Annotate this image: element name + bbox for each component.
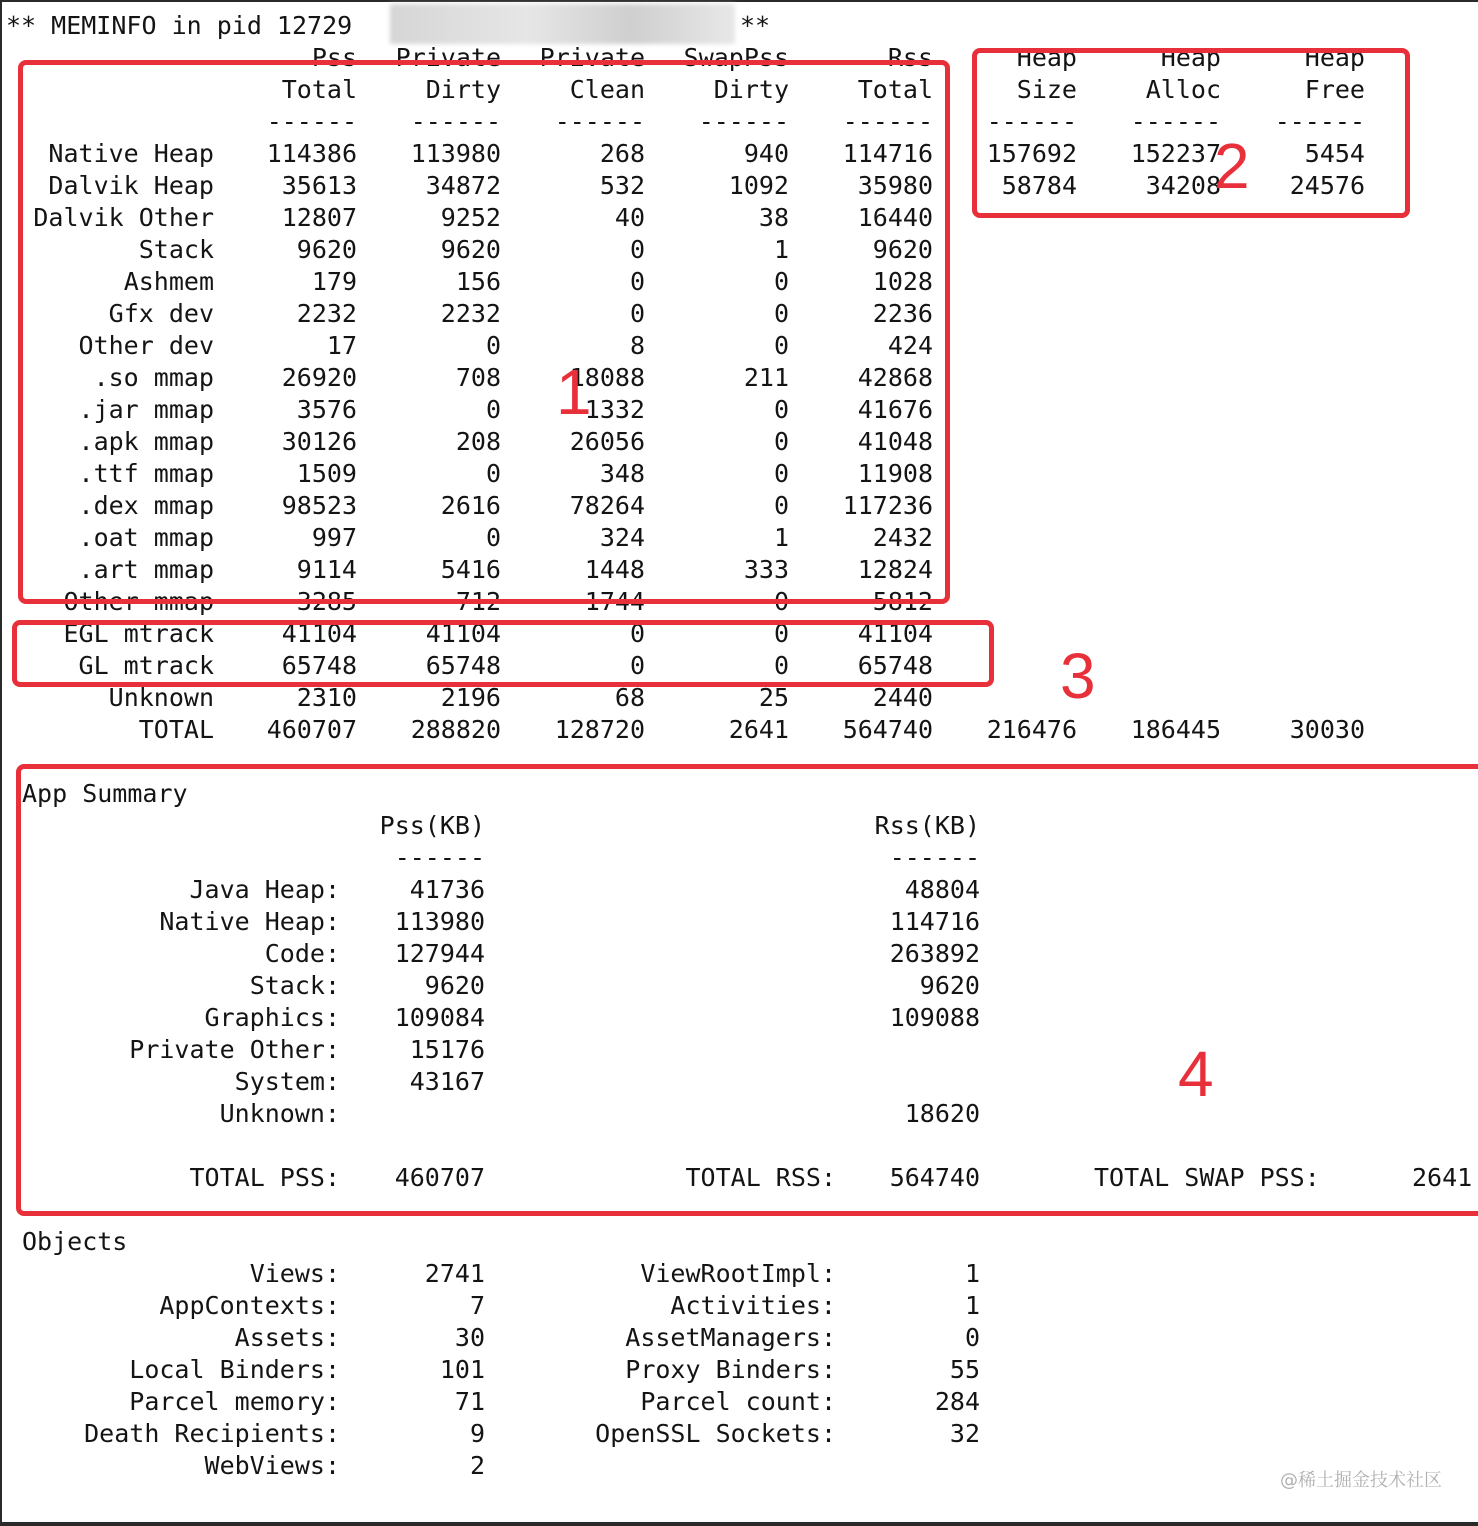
meminfo-cell: 1509 <box>296 459 357 488</box>
meminfo-row-label: Stack <box>138 235 214 264</box>
meminfo-cell: 16440 <box>857 203 933 232</box>
meminfo-cell: 9620 <box>440 235 501 264</box>
col-header-top: Rss <box>887 43 933 72</box>
meminfo-row-label: .jar mmap <box>78 395 214 424</box>
meminfo-row-label: .so mmap <box>93 363 214 392</box>
meminfo-cell: 11908 <box>857 459 933 488</box>
meminfo-cell: 0 <box>629 619 645 648</box>
meminfo-cell: 2236 <box>872 299 933 328</box>
col-header-top: Private <box>539 43 645 72</box>
meminfo-cell: 26920 <box>281 363 357 392</box>
meminfo-cell: 17 <box>326 331 357 360</box>
meminfo-cell: 997 <box>311 523 357 552</box>
total-pss-value: 460707 <box>394 1163 485 1192</box>
objects-title: Objects <box>22 1227 128 1256</box>
meminfo-cell: 564740 <box>842 715 933 744</box>
meminfo-cell: 0 <box>773 427 789 456</box>
meminfo-cell: 117236 <box>842 491 933 520</box>
meminfo-row-label: Dalvik Heap <box>48 171 214 200</box>
objects-right-value: 0 <box>964 1323 980 1352</box>
summary-pss: 43167 <box>409 1067 485 1096</box>
meminfo-cell: 1744 <box>584 587 645 616</box>
col-header-top: Heap <box>1304 43 1365 72</box>
objects-left-label: WebViews: <box>204 1451 340 1480</box>
meminfo-cell: 5454 <box>1304 139 1365 168</box>
annotation-box-2 <box>972 48 1410 218</box>
meminfo-cell: 34872 <box>425 171 501 200</box>
summary-pss: 109084 <box>394 1003 485 1032</box>
meminfo-cell: 41048 <box>857 427 933 456</box>
annotation-number-2: 2 <box>1214 130 1250 202</box>
meminfo-cell: 41104 <box>425 619 501 648</box>
meminfo-header-end: ** <box>740 11 771 40</box>
total-rss-label: TOTAL RSS: <box>685 1163 836 1192</box>
summary-rss: 18620 <box>904 1099 980 1128</box>
annotation-box-4 <box>16 764 1478 1216</box>
meminfo-cell: 2641 <box>728 715 789 744</box>
rss-kb-dashes: ------ <box>889 843 980 872</box>
col-header-bottom: Alloc <box>1145 75 1221 104</box>
meminfo-cell: 712 <box>455 587 501 616</box>
objects-right-label: Activities: <box>670 1291 836 1320</box>
summary-pss: 9620 <box>424 971 485 1000</box>
summary-pss: 41736 <box>409 875 485 904</box>
objects-left-value: 9 <box>469 1419 485 1448</box>
meminfo-cell: 114716 <box>842 139 933 168</box>
meminfo-cell: 0 <box>773 491 789 520</box>
meminfo-cell: 5812 <box>872 587 933 616</box>
meminfo-cell: 208 <box>455 427 501 456</box>
meminfo-cell: 9252 <box>440 203 501 232</box>
meminfo-row-label: .art mmap <box>78 555 214 584</box>
meminfo-cell: 0 <box>485 459 501 488</box>
window-bottom-border <box>0 1522 1478 1526</box>
summary-label: Code: <box>264 939 340 968</box>
meminfo-cell: 1 <box>773 523 789 552</box>
col-header-bottom: Dirty <box>713 75 789 104</box>
meminfo-cell: 0 <box>629 235 645 264</box>
meminfo-cell: 940 <box>743 139 789 168</box>
summary-label: Stack: <box>249 971 340 1000</box>
meminfo-cell: 3285 <box>296 587 357 616</box>
objects-right-label: ViewRootImpl: <box>640 1259 836 1288</box>
summary-label: Native Heap: <box>159 907 340 936</box>
meminfo-cell: 34208 <box>1145 171 1221 200</box>
summary-pss: 127944 <box>394 939 485 968</box>
meminfo-cell: 12824 <box>857 555 933 584</box>
meminfo-cell: 1 <box>773 235 789 264</box>
col-header-top: Heap <box>1016 43 1077 72</box>
meminfo-cell: 0 <box>485 523 501 552</box>
meminfo-cell: 18088 <box>569 363 645 392</box>
meminfo-cell: 3576 <box>296 395 357 424</box>
meminfo-cell: 25 <box>758 683 789 712</box>
summary-pss: 113980 <box>394 907 485 936</box>
app-summary-title: App Summary <box>22 779 188 808</box>
meminfo-cell: 0 <box>485 395 501 424</box>
objects-left-label: Local Binders: <box>129 1355 340 1384</box>
annotation-box-1 <box>18 60 950 604</box>
col-header-bottom: Size <box>1016 75 1077 104</box>
meminfo-cell: 24576 <box>1289 171 1365 200</box>
meminfo-cell: 708 <box>455 363 501 392</box>
rss-kb-header: Rss(KB) <box>874 811 980 840</box>
meminfo-cell: 0 <box>629 299 645 328</box>
meminfo-cell: 5416 <box>440 555 501 584</box>
meminfo-cell: 0 <box>773 395 789 424</box>
meminfo-cell: 78264 <box>569 491 645 520</box>
watermark: @稀土掘金技术社区 <box>1280 1470 1442 1491</box>
meminfo-row-label: .ttf mmap <box>78 459 214 488</box>
meminfo-row-label: TOTAL <box>138 715 214 744</box>
col-header-dashes: ------ <box>698 107 789 136</box>
meminfo-cell: 9620 <box>872 235 933 264</box>
objects-right-label: Parcel count: <box>640 1387 836 1416</box>
meminfo-cell: 12807 <box>281 203 357 232</box>
meminfo-cell: 65748 <box>425 651 501 680</box>
meminfo-cell: 30030 <box>1289 715 1365 744</box>
summary-label: Java Heap: <box>189 875 340 904</box>
meminfo-row-label: .oat mmap <box>78 523 214 552</box>
meminfo-row-label: Other mmap <box>63 587 214 616</box>
meminfo-cell: 532 <box>599 171 645 200</box>
objects-left-value: 71 <box>454 1387 485 1416</box>
meminfo-cell: 216476 <box>986 715 1077 744</box>
objects-left-label: Death Recipients: <box>84 1419 340 1448</box>
meminfo-cell: 0 <box>773 331 789 360</box>
meminfo-header: ** MEMINFO in pid 12729 <box>6 11 353 40</box>
meminfo-cell: 0 <box>773 651 789 680</box>
meminfo-cell: 35980 <box>857 171 933 200</box>
summary-rss: 114716 <box>889 907 980 936</box>
summary-rss: 9620 <box>919 971 980 1000</box>
annotation-number-4: 4 <box>1178 1038 1214 1110</box>
col-header-dashes: ------ <box>986 107 1077 136</box>
objects-right-label: AssetManagers: <box>625 1323 836 1352</box>
meminfo-row-label: Gfx dev <box>108 299 214 328</box>
meminfo-cell: 41676 <box>857 395 933 424</box>
meminfo-cell: 324 <box>599 523 645 552</box>
col-header-bottom: Free <box>1304 75 1365 104</box>
meminfo-row-label: Ashmem <box>123 267 214 296</box>
meminfo-cell: 2616 <box>440 491 501 520</box>
meminfo-cell: 2440 <box>872 683 933 712</box>
summary-label: Unknown: <box>219 1099 340 1128</box>
meminfo-cell: 128720 <box>554 715 645 744</box>
meminfo-cell: 1028 <box>872 267 933 296</box>
meminfo-cell: 211 <box>743 363 789 392</box>
total-pss-label: TOTAL PSS: <box>189 1163 340 1192</box>
meminfo-cell: 0 <box>773 587 789 616</box>
col-header-dashes: ------ <box>410 107 501 136</box>
meminfo-row-label: Native Heap <box>48 139 214 168</box>
meminfo-cell: 38 <box>758 203 789 232</box>
summary-pss: 15176 <box>409 1035 485 1064</box>
meminfo-cell: 30126 <box>281 427 357 456</box>
meminfo-cell: 2310 <box>296 683 357 712</box>
annotation-box-3 <box>12 620 994 687</box>
meminfo-cell: 0 <box>773 459 789 488</box>
meminfo-cell: 152237 <box>1130 139 1221 168</box>
meminfo-cell: 0 <box>485 331 501 360</box>
summary-label: Graphics: <box>204 1003 340 1032</box>
meminfo-row-label: Other dev <box>78 331 214 360</box>
summary-rss: 48804 <box>904 875 980 904</box>
col-header-bottom: Total <box>281 75 357 104</box>
objects-left-label: Assets: <box>234 1323 340 1352</box>
objects-left-label: Views: <box>249 1259 340 1288</box>
meminfo-row-label: Dalvik Other <box>33 203 214 232</box>
meminfo-cell: 460707 <box>266 715 357 744</box>
meminfo-cell: 348 <box>599 459 645 488</box>
meminfo-row-label: Unknown <box>108 683 214 712</box>
meminfo-row-label: GL mtrack <box>78 651 214 680</box>
objects-left-label: Parcel memory: <box>129 1387 340 1416</box>
meminfo-cell: 0 <box>773 267 789 296</box>
objects-left-label: AppContexts: <box>159 1291 340 1320</box>
summary-label: System: <box>234 1067 340 1096</box>
meminfo-cell: 26056 <box>569 427 645 456</box>
meminfo-cell: 2232 <box>296 299 357 328</box>
pss-kb-header: Pss(KB) <box>379 811 485 840</box>
objects-right-label: OpenSSL Sockets: <box>595 1419 836 1448</box>
col-header-dashes: ------ <box>1274 107 1365 136</box>
summary-rss: 263892 <box>889 939 980 968</box>
summary-rss: 109088 <box>889 1003 980 1032</box>
total-swap-label: TOTAL SWAP PSS: <box>1094 1163 1320 1192</box>
col-header-top: Pss <box>311 43 357 72</box>
col-header-dashes: ------ <box>842 107 933 136</box>
meminfo-cell: 8 <box>629 331 645 360</box>
meminfo-cell: 113980 <box>410 139 501 168</box>
meminfo-cell: 65748 <box>281 651 357 680</box>
total-swap-value: 2641 <box>1412 1163 1473 1192</box>
meminfo-cell: 1092 <box>728 171 789 200</box>
col-header-bottom: Clean <box>569 75 645 104</box>
meminfo-cell: 0 <box>773 619 789 648</box>
meminfo-cell: 41104 <box>281 619 357 648</box>
meminfo-cell: 9114 <box>296 555 357 584</box>
objects-right-value: 1 <box>964 1259 980 1288</box>
total-rss-value: 564740 <box>889 1163 980 1192</box>
meminfo-cell: 0 <box>629 651 645 680</box>
meminfo-cell: 1448 <box>584 555 645 584</box>
objects-right-value: 32 <box>949 1419 980 1448</box>
objects-right-value: 284 <box>934 1387 980 1416</box>
meminfo-cell: 0 <box>629 267 645 296</box>
summary-label: Private Other: <box>129 1035 340 1064</box>
annotation-number-3: 3 <box>1060 640 1096 712</box>
meminfo-cell: 9620 <box>296 235 357 264</box>
meminfo-row-label: EGL mtrack <box>63 619 214 648</box>
objects-right-value: 55 <box>949 1355 980 1384</box>
meminfo-cell: 42868 <box>857 363 933 392</box>
meminfo-cell: 0 <box>773 299 789 328</box>
pss-kb-dashes: ------ <box>394 843 485 872</box>
objects-right-label: Proxy Binders: <box>625 1355 836 1384</box>
meminfo-cell: 179 <box>311 267 357 296</box>
meminfo-cell: 424 <box>887 331 933 360</box>
meminfo-cell: 40 <box>614 203 645 232</box>
meminfo-cell: 98523 <box>281 491 357 520</box>
objects-left-value: 2 <box>469 1451 485 1480</box>
col-header-top: SwapPss <box>683 43 789 72</box>
col-header-dashes: ------ <box>554 107 645 136</box>
meminfo-cell: 58784 <box>1001 171 1077 200</box>
redacted-package-name <box>390 4 735 44</box>
objects-left-value: 101 <box>439 1355 485 1384</box>
objects-left-value: 30 <box>454 1323 485 1352</box>
meminfo-cell: 65748 <box>857 651 933 680</box>
meminfo-cell: 2196 <box>440 683 501 712</box>
meminfo-cell: 41104 <box>857 619 933 648</box>
meminfo-cell: 2232 <box>440 299 501 328</box>
meminfo-cell: 268 <box>599 139 645 168</box>
col-header-bottom: Total <box>857 75 933 104</box>
meminfo-cell: 2432 <box>872 523 933 552</box>
annotation-number-1: 1 <box>556 356 592 428</box>
meminfo-cell: 157692 <box>986 139 1077 168</box>
meminfo-cell: 156 <box>455 267 501 296</box>
meminfo-cell: 114386 <box>266 139 357 168</box>
meminfo-row-label: .apk mmap <box>78 427 214 456</box>
col-header-dashes: ------ <box>266 107 357 136</box>
objects-left-value: 2741 <box>424 1259 485 1288</box>
meminfo-cell: 333 <box>743 555 789 584</box>
col-header-top: Private <box>395 43 501 72</box>
meminfo-cell: 35613 <box>281 171 357 200</box>
meminfo-cell: 186445 <box>1130 715 1221 744</box>
window-top-border <box>0 0 1478 2</box>
meminfo-cell: 288820 <box>410 715 501 744</box>
meminfo-cell: 68 <box>614 683 645 712</box>
objects-right-value: 1 <box>964 1291 980 1320</box>
objects-left-value: 7 <box>469 1291 485 1320</box>
col-header-dashes: ------ <box>1130 107 1221 136</box>
col-header-top: Heap <box>1160 43 1221 72</box>
meminfo-row-label: .dex mmap <box>78 491 214 520</box>
meminfo-cell: 1332 <box>584 395 645 424</box>
col-header-bottom: Dirty <box>425 75 501 104</box>
